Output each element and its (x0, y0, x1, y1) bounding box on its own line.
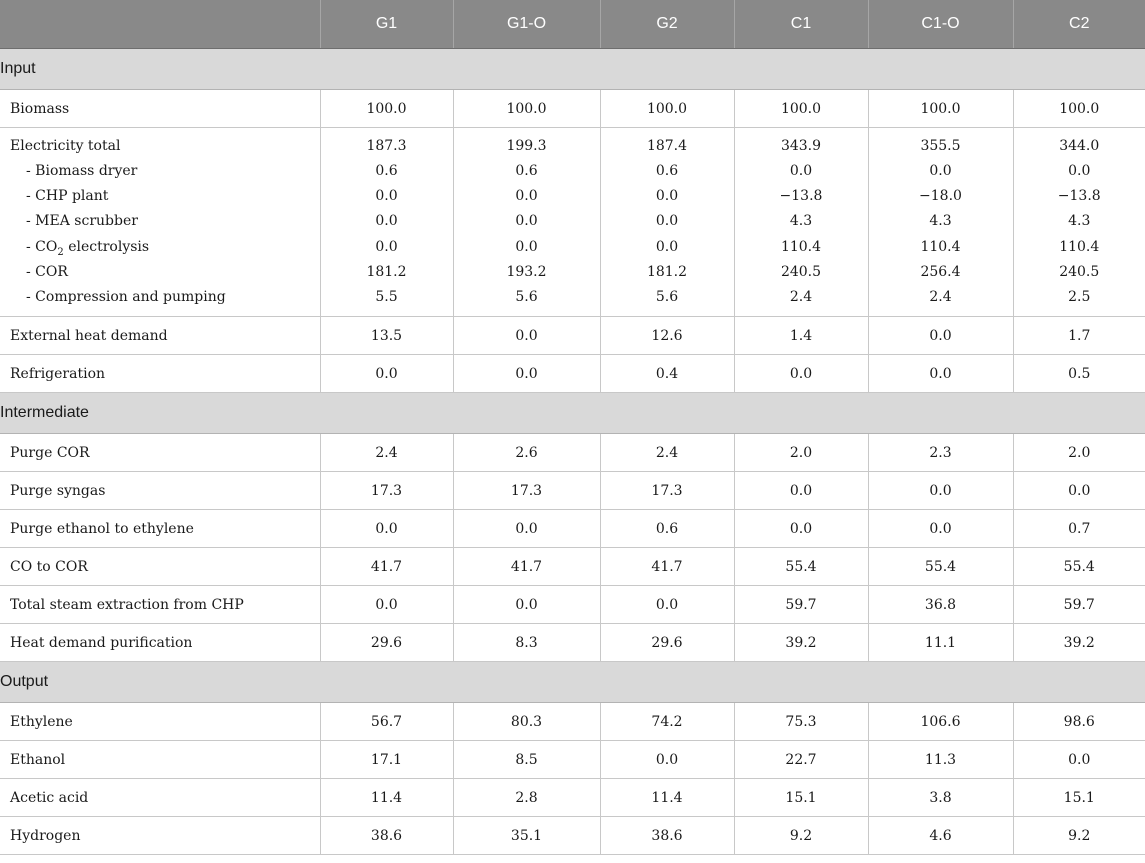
table-cell: 55.4 (734, 548, 868, 586)
table-cell-line: 0.6 (515, 163, 538, 180)
table-cell: 55.4 (1013, 548, 1145, 586)
table-cell: 15.1 (734, 779, 868, 817)
table-cell-line: 0.0 (655, 188, 679, 205)
table-cell: 39.2 (734, 624, 868, 662)
table-cell: 0.0 (734, 472, 868, 510)
table-cell-line: 4.3 (789, 213, 813, 230)
table-row (0, 817, 1145, 855)
table-cell-line: 0.0 (515, 238, 538, 255)
table-cell (453, 128, 600, 317)
table-cell: 0.0 (453, 317, 600, 355)
table-cell (734, 128, 868, 317)
table-cell-line: 181.2 (366, 263, 407, 280)
table-row (0, 624, 1145, 662)
table-cell: 0.0 (1013, 741, 1145, 779)
table-cell-line: 4.3 (1068, 213, 1091, 230)
table-cell-line: 0.0 (655, 213, 679, 230)
table-cell: 59.7 (1013, 586, 1145, 624)
table-cell: 1.4 (734, 317, 868, 355)
row-label: Heat demand purification (0, 624, 320, 662)
section-row-output (0, 662, 1145, 703)
electricity-labels (0, 128, 320, 317)
table-row (0, 355, 1145, 393)
table-cell: 15.1 (1013, 779, 1145, 817)
table-cell: 13.5 (320, 317, 453, 355)
table-cell: 36.8 (868, 586, 1013, 624)
table-cell: 2.4 (320, 434, 453, 472)
table-cell-line: 0.0 (515, 213, 538, 230)
row-label: - COR (26, 263, 68, 280)
header-cell (0, 0, 320, 49)
row-label: - MEA scrubber (26, 213, 138, 230)
table-cell: 41.7 (453, 548, 600, 586)
table-row (0, 703, 1145, 741)
table-cell: 17.3 (320, 472, 453, 510)
table-cell: 74.2 (600, 703, 734, 741)
table-cell: 0.0 (320, 355, 453, 393)
table-cell-line: 4.3 (929, 213, 952, 230)
table-cell (320, 128, 453, 317)
table-cell: 0.0 (868, 510, 1013, 548)
table-row (0, 548, 1145, 586)
table-cell: 100.0 (868, 90, 1013, 128)
table-row (0, 90, 1145, 128)
table-cell-line: 0.0 (375, 238, 398, 255)
table-cell-line: 0.0 (1068, 163, 1091, 180)
table-cell-line: 0.6 (375, 163, 398, 180)
table-cell-line: 0.0 (375, 188, 398, 205)
table-cell: 4.6 (868, 817, 1013, 855)
section-row-input (0, 49, 1145, 90)
header-cell: C1-O (868, 0, 1013, 49)
table-cell: 0.6 (600, 510, 734, 548)
table-cell-line: 0.0 (655, 238, 679, 255)
table-cell (1013, 128, 1145, 317)
table-row (0, 434, 1145, 472)
row-label: CO to COR (0, 548, 320, 586)
row-label: - CHP plant (26, 188, 109, 205)
table-cell: 2.3 (868, 434, 1013, 472)
table-cell-line: 355.5 (920, 137, 961, 154)
table-cell-line: 5.6 (655, 288, 679, 305)
header-cell: C1 (734, 0, 868, 49)
row-label: Electricity total (10, 137, 121, 154)
table-cell: 59.7 (734, 586, 868, 624)
section-label: Input (0, 49, 1145, 90)
table-cell: 0.0 (868, 317, 1013, 355)
table-cell: 22.7 (734, 741, 868, 779)
table-cell-line: 0.0 (375, 213, 398, 230)
table-cell: 0.0 (868, 472, 1013, 510)
table-row (0, 472, 1145, 510)
table-cell-line: 0.0 (789, 163, 813, 180)
table-cell: 98.6 (1013, 703, 1145, 741)
table-cell-line: 110.4 (1059, 238, 1100, 255)
table-cell: 2.0 (734, 434, 868, 472)
table-row (0, 741, 1145, 779)
table-cell-line: 2.5 (1068, 288, 1091, 305)
table-cell: 2.0 (1013, 434, 1145, 472)
row-label-co2-electrolysis: - $CO_2$ electrolysis (26, 238, 150, 258)
table-cell: 41.7 (600, 548, 734, 586)
table-cell: 9.2 (1013, 817, 1145, 855)
table-cell: 11.1 (868, 624, 1013, 662)
table-cell: 1.7 (1013, 317, 1145, 355)
table-cell: 0.0 (734, 355, 868, 393)
table-cell-line: −13.8 (1057, 188, 1101, 205)
table-cell: 106.6 (868, 703, 1013, 741)
table-cell: 0.0 (453, 355, 600, 393)
header-row (0, 0, 1145, 49)
table-cell: 11.4 (320, 779, 453, 817)
table-cell: 2.6 (453, 434, 600, 472)
table-cell: 0.0 (320, 586, 453, 624)
table-cell-line: 0.6 (655, 163, 679, 180)
table-cell: 0.0 (453, 510, 600, 548)
table-cell: 3.8 (868, 779, 1013, 817)
table-cell (868, 128, 1013, 317)
table-row (0, 510, 1145, 548)
table-cell: 0.0 (600, 741, 734, 779)
table-cell: 39.2 (1013, 624, 1145, 662)
section-label: Output (0, 662, 1145, 703)
table-cell-line: 5.6 (515, 288, 538, 305)
table-cell: 80.3 (453, 703, 600, 741)
table-cell: 100.0 (453, 90, 600, 128)
table-cell: 100.0 (320, 90, 453, 128)
table-cell-line: 187.4 (646, 137, 688, 154)
row-label: - Compression and pumping (26, 288, 226, 305)
table-cell: 55.4 (868, 548, 1013, 586)
row-label: Purge COR (0, 434, 320, 472)
row-label: Total steam extraction from CHP (0, 586, 320, 624)
table-cell: 41.7 (320, 548, 453, 586)
header-cell: G1 (320, 0, 453, 49)
table-cell-line: 193.2 (506, 263, 547, 280)
table-cell-line: 181.2 (646, 263, 688, 280)
table-cell: 0.5 (1013, 355, 1145, 393)
table-cell: 8.3 (453, 624, 600, 662)
table-cell: 0.0 (868, 355, 1013, 393)
table-cell: 38.6 (600, 817, 734, 855)
table-cell-line: 343.9 (780, 137, 822, 154)
table-cell-line: 187.3 (366, 137, 407, 154)
table-cell: 11.3 (868, 741, 1013, 779)
row-label: Refrigeration (0, 355, 320, 393)
table-cell-line: 0.0 (515, 188, 538, 205)
row-label: Ethanol (0, 741, 320, 779)
table-cell-line: 2.4 (929, 288, 952, 305)
row-label: External heat demand (0, 317, 320, 355)
table-cell: 0.0 (320, 510, 453, 548)
table-cell: 2.4 (600, 434, 734, 472)
table-cell: 0.4 (600, 355, 734, 393)
table-cell: 0.0 (734, 510, 868, 548)
table-row (0, 317, 1145, 355)
table-cell-line: −18.0 (919, 188, 962, 205)
table-cell-line: 256.4 (920, 263, 961, 280)
table-cell: 17.1 (320, 741, 453, 779)
table-cell: 2.8 (453, 779, 600, 817)
section-label: Intermediate (0, 393, 1145, 434)
row-label: Ethylene (0, 703, 320, 741)
table-cell: 100.0 (600, 90, 734, 128)
table-cell-line: 240.5 (1059, 263, 1100, 280)
table-cell: 9.2 (734, 817, 868, 855)
table-cell: 0.0 (1013, 472, 1145, 510)
table-cell: 0.7 (1013, 510, 1145, 548)
section-row-intermediate (0, 393, 1145, 434)
row-label: Acetic acid (0, 779, 320, 817)
table-cell-line: 110.4 (780, 238, 822, 255)
table-cell: 100.0 (1013, 90, 1145, 128)
table-cell: 12.6 (600, 317, 734, 355)
table-cell: 35.1 (453, 817, 600, 855)
table-cell: 0.0 (453, 586, 600, 624)
table-cell-line: 240.5 (780, 263, 822, 280)
table-cell-line: −13.8 (779, 188, 823, 205)
table-cell: 75.3 (734, 703, 868, 741)
table-cell: 38.6 (320, 817, 453, 855)
table-cell-line: 199.3 (506, 137, 547, 154)
row-label: Biomass (0, 90, 320, 128)
table-cell: 11.4 (600, 779, 734, 817)
row-label: Purge ethanol to ethylene (0, 510, 320, 548)
row-label: - Biomass dryer (26, 163, 138, 180)
row-label: Purge syngas (0, 472, 320, 510)
electricity-row (0, 128, 1145, 317)
table-row (0, 586, 1145, 624)
table-cell: 17.3 (453, 472, 600, 510)
table-cell-line: 110.4 (920, 238, 961, 255)
table-cell: 100.0 (734, 90, 868, 128)
table-cell: 29.6 (320, 624, 453, 662)
header-cell: G2 (600, 0, 734, 49)
table-cell-line: 0.0 (929, 163, 952, 180)
table-row (0, 779, 1145, 817)
table-cell: 8.5 (453, 741, 600, 779)
table-cell (600, 128, 734, 317)
row-label: Hydrogen (0, 817, 320, 855)
table-cell-line: 5.5 (375, 288, 398, 305)
header-cell: C2 (1013, 0, 1145, 49)
table-cell: 29.6 (600, 624, 734, 662)
table-cell-line: 2.4 (789, 288, 813, 305)
table-cell-line: 344.0 (1059, 137, 1100, 154)
table-cell: 0.0 (600, 586, 734, 624)
header-cell: G1-O (453, 0, 600, 49)
table-cell: 17.3 (600, 472, 734, 510)
table-cell: 56.7 (320, 703, 453, 741)
